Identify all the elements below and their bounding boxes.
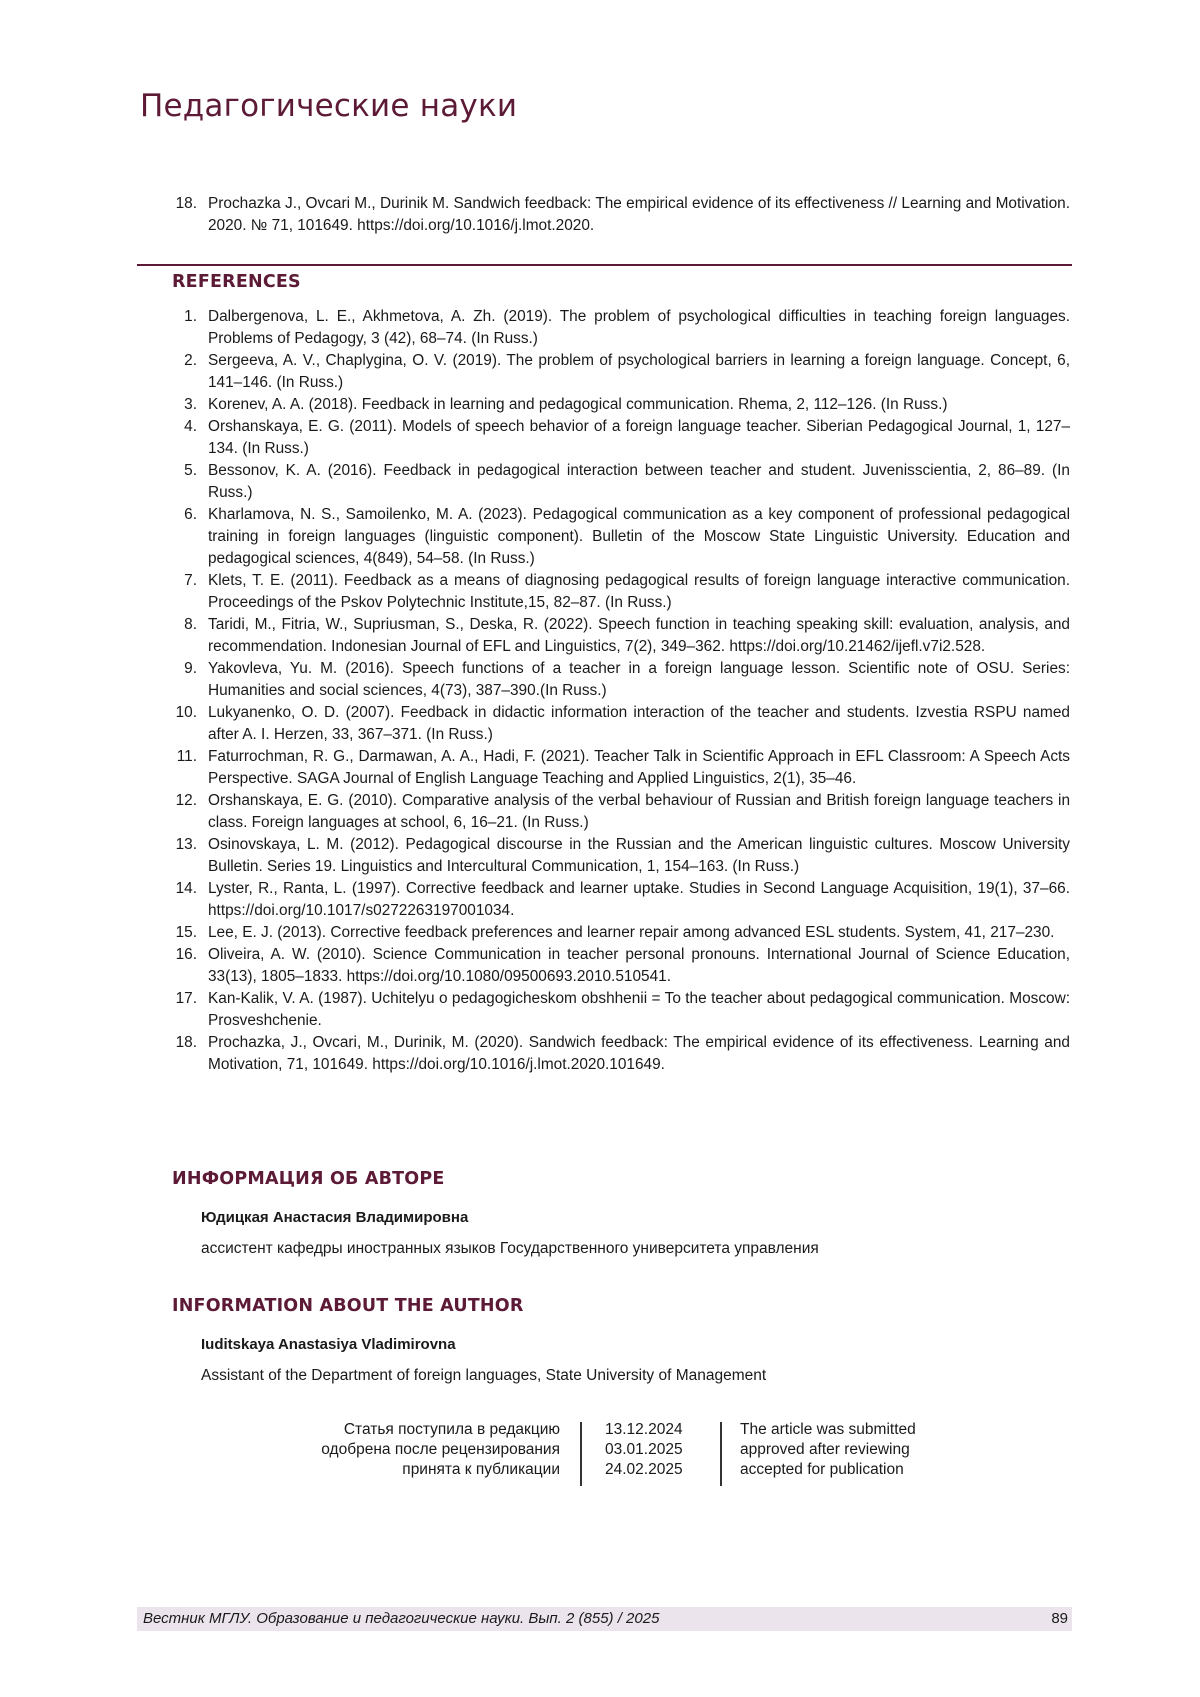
reference-text: Prochazka, J., Ovcari, M., Durinik, M. (2020). Sandwich feedback: The empirical evidence of its effectiveness. Learning and Motivation, 71, 101649. https://doi.org/10.1016/j.lmot.2020.101649.: [208, 1034, 1070, 1073]
reference-number: 17.: [175, 990, 197, 1007]
reference-item: [170, 988, 1070, 1032]
reference-text: Prochazka J., Ovcari M., Durinik M. Sandwich feedback: The empirical evidence of its effectiveness // Learning and Motivation. 2020. № 71, 101649. https://doi.org/10.1016/j.lmot.2020.: [208, 195, 1070, 234]
reference-item: [170, 460, 1070, 504]
dates-labels-ru: [321, 1420, 560, 1480]
dates-labels-en: [740, 1420, 916, 1480]
author-info-heading-en: INFORMATION ABOUT THE AUTHOR: [172, 1296, 524, 1316]
date-label-en: approved after reviewing: [740, 1441, 910, 1458]
reference-item: [170, 834, 1070, 878]
journal-title: Вестник МГЛУ. Образование и педагогические науки. Вып. 2 (855) / 2025: [143, 1610, 660, 1627]
reference-item: [170, 790, 1070, 834]
reference-item: [170, 922, 1070, 944]
reference-text: Klets, T. E. (2011). Feedback as a means of diagnosing pedagogical results of foreign language interactive communication. Proceedings of the Pskov Polytechnic Institute,15, 82–87. (In Russ.): [208, 572, 1070, 611]
reference-item: [170, 193, 1070, 237]
reference-item: [170, 658, 1070, 702]
reference-text: Kan-Kalik, V. A. (1987). Uchitelyu o pedagogicheskom obshhenii = To the teacher about pedagogical communication. Moscow: Prosveshchenie.: [208, 990, 1070, 1029]
date-label-en: accepted for publication: [740, 1461, 904, 1478]
page-number: 89: [1051, 1610, 1068, 1627]
reference-item: [170, 746, 1070, 790]
reference-item: [170, 1032, 1070, 1076]
date-label-ru: Статья поступила в редакцию: [343, 1421, 560, 1438]
reference-text: Bessonov, K. A. (2016). Feedback in pedagogical interaction between teacher and student. Juvenisscientia, 2, 86–89. (In Russ.): [208, 462, 1070, 501]
reference-number: 9.: [184, 660, 197, 677]
previous-reference-list: [170, 193, 1070, 237]
publication-dates-block: [250, 1420, 970, 1490]
reference-number: 8.: [184, 616, 197, 633]
reference-text: Orshanskaya, E. G. (2010). Comparative analysis of the verbal behaviour of Russian and British foreign language teachers in class. Foreign languages at school, 6, 16–21. (In Russ.): [208, 792, 1070, 831]
reference-item: [170, 416, 1070, 460]
date-value: 13.12.2024: [605, 1421, 683, 1438]
references-list: [170, 306, 1070, 1076]
author-description-en: Assistant of the Department of foreign languages, State University of Management: [201, 1367, 767, 1384]
reference-text: Faturrochman, R. G., Darmawan, A. A., Hadi, F. (2021). Teacher Talk in Scientific Approach in EFL Classroom: A Speech Acts Perspective. SAGA Journal of English Language Teaching and Applied Linguistics, 2(1), 35–46.: [208, 748, 1070, 787]
date-value: 03.01.2025: [605, 1441, 683, 1458]
reference-item: [170, 878, 1070, 922]
section-divider: [137, 264, 1072, 266]
reference-item: [170, 394, 1070, 416]
reference-text: Orshanskaya, E. G. (2011). Models of speech behavior of a foreign language teacher. Siberian Pedagogical Journal, 1, 127–134. (In Russ.): [208, 418, 1070, 457]
reference-text: Lyster, R., Ranta, L. (1997). Corrective feedback and learner uptake. Studies in Second Language Acquisition, 19(1), 37–66. https://doi.org/10.1017/s0272263197001034.: [208, 880, 1070, 919]
reference-number: 10.: [175, 704, 197, 721]
reference-text: Lukyanenko, O. D. (2007). Feedback in didactic information interaction of the teacher and students. Izvestia RSPU named after A. I. Herzen, 33, 367–371. (In Russ.): [208, 704, 1070, 743]
reference-item: [170, 944, 1070, 988]
page-footer: [137, 1607, 1072, 1631]
reference-number: 6.: [184, 506, 197, 523]
reference-number: 5.: [184, 462, 197, 479]
reference-item: [170, 350, 1070, 394]
reference-item: [170, 614, 1070, 658]
author-description-ru: ассистент кафедры иностранных языков Государственного университета управления: [201, 1240, 819, 1257]
dates-divider: [720, 1422, 722, 1486]
reference-text: Osinovskaya, L. M. (2012). Pedagogical discourse in the Russian and the American linguistic cultures. Moscow University Bulletin. Series 19. Linguistics and Intercultural Communication, 1, 154–163. (In Russ.): [208, 836, 1070, 875]
reference-number: 15.: [175, 924, 197, 941]
reference-number: 18.: [175, 195, 197, 212]
reference-number: 14.: [175, 880, 197, 897]
reference-number: 7.: [184, 572, 197, 589]
reference-number: 11.: [176, 748, 197, 765]
reference-number: 1.: [184, 308, 197, 325]
section-header: Педагогические науки: [140, 88, 518, 124]
reference-text: Kharlamova, N. S., Samoilenko, M. A. (2023). Pedagogical communication as a key component of professional pedagogical training in foreign languages (linguistic component). Bulletin of the Moscow State Linguistic University. Education and pedagogical sciences, 4(849), 54–58. (In Russ.): [208, 506, 1070, 567]
reference-number: 12.: [175, 792, 197, 809]
dates-divider: [580, 1422, 582, 1486]
reference-text: Oliveira, A. W. (2010). Science Communication in teacher personal pronouns. International Journal of Science Education, 33(13), 1805–1833. https://doi.org/10.1080/09500693.2010.510541.: [208, 946, 1070, 985]
reference-number: 4.: [184, 418, 197, 435]
reference-number: 2.: [184, 352, 197, 369]
reference-number: 13.: [175, 836, 197, 853]
reference-text: Dalbergenova, L. E., Akhmetova, A. Zh. (2019). The problem of psychological difficulties in teaching foreign languages. Problems of Pedagogy, 3 (42), 68–74. (In Russ.): [208, 308, 1070, 347]
references-heading: REFERENCES: [172, 272, 301, 292]
reference-item: [170, 504, 1070, 570]
date-label-ru: одобрена после рецензирования: [321, 1441, 560, 1458]
author-name-en: Iuditskaya Anastasiya Vladimirovna: [201, 1336, 456, 1353]
dates-values: [605, 1420, 683, 1480]
reference-item: [170, 702, 1070, 746]
date-value: 24.02.2025: [605, 1461, 683, 1478]
reference-text: Lee, E. J. (2013). Corrective feedback preferences and learner repair among advanced ESL students. System, 41, 217–230.: [208, 924, 1055, 941]
reference-text: Korenev, A. A. (2018). Feedback in learning and pedagogical communication. Rhema, 2, 112–126. (In Russ.): [208, 396, 948, 413]
reference-text: Sergeeva, A. V., Chaplygina, O. V. (2019). The problem of psychological barriers in learning a foreign language. Concept, 6, 141–146. (In Russ.): [208, 352, 1070, 391]
reference-text: Yakovleva, Yu. M. (2016). Speech functions of a teacher in a foreign language lesson. Scientific note of OSU. Series: Humanities and social sciences, 4(73), 387–390.(In Russ.): [208, 660, 1070, 699]
reference-item: [170, 306, 1070, 350]
date-label-en: The article was submitted: [740, 1421, 916, 1438]
reference-text: Taridi, M., Fitria, W., Supriusman, S., Deska, R. (2022). Speech function in teaching speaking skill: evaluation, analysis, and recommendation. Indonesian Journal of EFL and Linguistics, 7(2), 349–362. https://doi.org/10.21462/ijefl.v7i2.528.: [208, 616, 1070, 655]
reference-number: 3.: [184, 396, 197, 413]
reference-number: 16.: [175, 946, 197, 963]
reference-item: [170, 570, 1070, 614]
reference-number: 18.: [175, 1034, 197, 1051]
author-info-heading-ru: ИНФОРМАЦИЯ ОБ АВТОРЕ: [172, 1169, 445, 1189]
date-label-ru: принята к публикации: [402, 1461, 560, 1478]
author-name-ru: Юдицкая Анастасия Владимировна: [201, 1209, 469, 1226]
